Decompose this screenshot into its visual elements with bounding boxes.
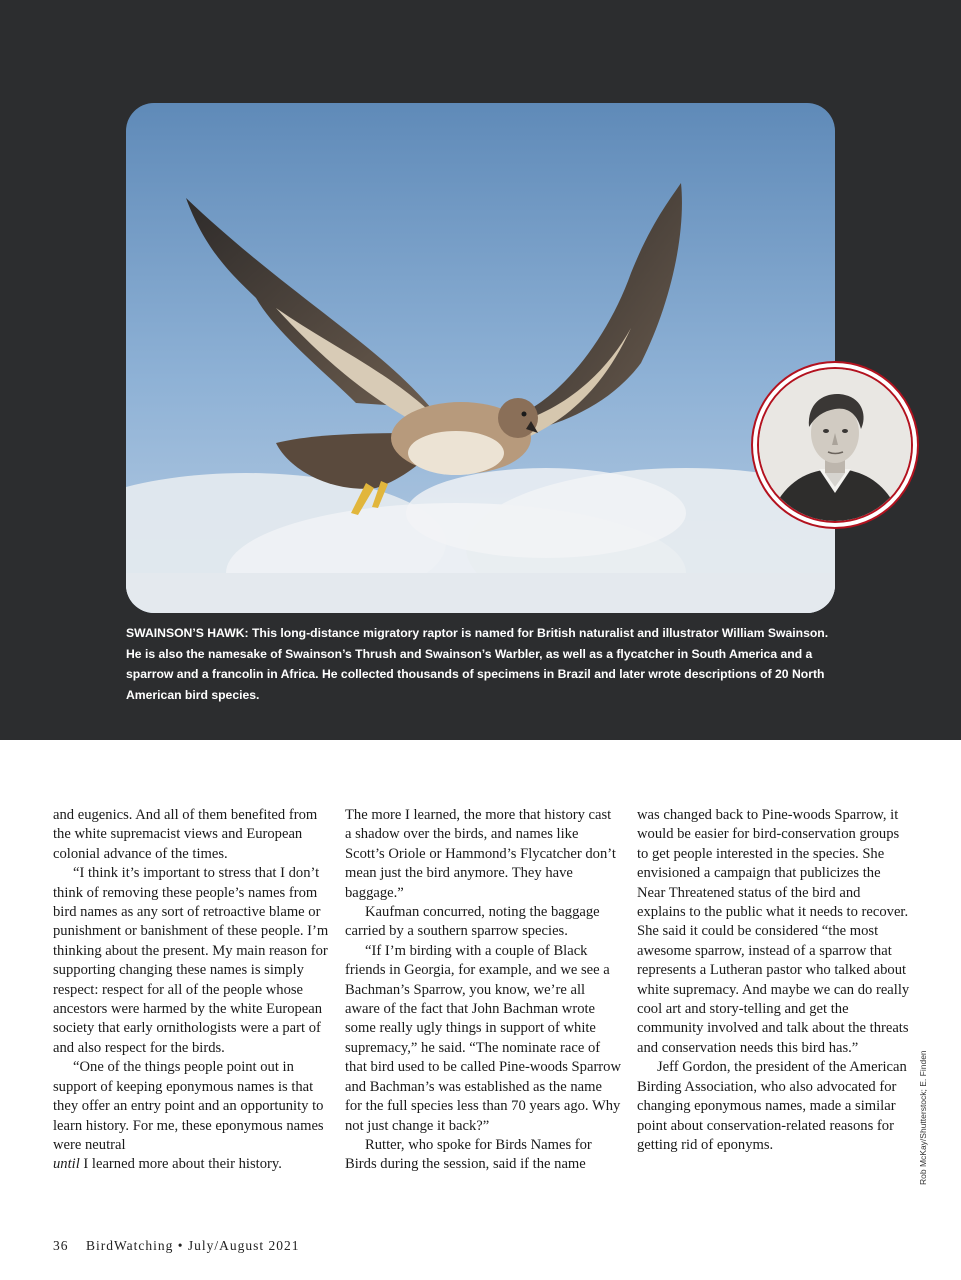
issue-date: July/August 2021: [187, 1238, 300, 1253]
article-column-3: [637, 806, 911, 1155]
swainsons-hawk-photo: [126, 103, 835, 613]
article-column-2: [345, 806, 621, 1175]
photo-caption: SWAINSON’S HAWK: This long-distance migratory raptor is named for British naturalist and illustrator William Swainson. He is also the namesake of Swainson’s Thrush and Swainson’s Warbler, as well as a flycatcher in South America and a sparrow and a francolin in Africa. He collected thousands of specimens in Brazil and later wrote descriptions of 20 North American bird species.: [126, 626, 829, 702]
paragraph: and eugenics. And all of them benefited from the white supremacist views and European colonial advance of the times.: [53, 807, 318, 862]
paragraph: [53, 1058, 329, 1174]
page-footer: [53, 1238, 300, 1254]
emphasis-text: until: [53, 1156, 80, 1173]
photo-credit: Rob McKay/Shutterstock; E. Finden: [918, 1050, 928, 1185]
page-number: 36: [53, 1238, 69, 1253]
paragraph: “If I’m birding with a couple of Black friends in Georgia, for example, and we see a Bachman’s Sparrow, you know, we’re all aware of the fact that John Bachman wrote some really ugly things in support of white supremacy,” he said. “The nominate race of that bird used to be called Pine-woods Sparrow and Bachman’s was established as the name for the full species less than 70 years ago. Why not just change it back?”: [345, 942, 622, 1134]
article-column-1: [53, 806, 329, 1175]
paragraph: was changed back to Pine-woods Sparrow, it would be easier for bird-conservation groups to get people interested in the species. She envisioned a campaign that publicizes the Near Threatened status of the bird and explains to the public what it needs to recover. She said it could be considered “the most awesome sparrow, instead of a sparrow that represents a Lutheran pastor who talked about white supremacy. And maybe we can do really cool art and story-telling and get the community involved and talk about the threats and conservation needs this bird has.”: [637, 807, 910, 1056]
william-swainson-portrait: [757, 367, 913, 523]
paragraph-text: “One of the things people point out in support of keeping eponymous names is that they offer an entry point and an opportunity to learn history. For me, these eponymous names were neutral: [53, 1059, 324, 1153]
paragraph: Rutter, who spoke for Birds Names for Birds during the session, said if the name: [345, 1136, 592, 1173]
footer-separator: •: [177, 1238, 184, 1253]
paragraph: Kaufman concurred, noting the baggage carried by a southern sparrow species.: [345, 904, 600, 940]
paragraph: “I think it’s important to stress that I don’t think of removing these people’s names from bird names as any sort of retroactive blame or punishment or banishment of these people. I’m thinking about the present. My main reason for supporting changing these names is simply respect: respect for all of the people whose ancestors were harmed by the white European society that early ornithologists were a part of and also respect for the birds.: [53, 865, 329, 1056]
publication-name: BirdWatching: [86, 1238, 174, 1253]
paragraph-tail: I learned more about their history.: [79, 1156, 282, 1173]
paragraph: The more I learned, the more that history cast a shadow over the birds, and names like Scott’s Oriole or Hammond’s Flycatcher don’t mean just the bird anymore. They have baggage.”: [345, 807, 616, 901]
paragraph: Jeff Gordon, the president of the American Birding Association, who also advocated for changing eponymous names, made a similar point about conservation-related reasons for getting rid of eponyms.: [637, 1059, 907, 1153]
